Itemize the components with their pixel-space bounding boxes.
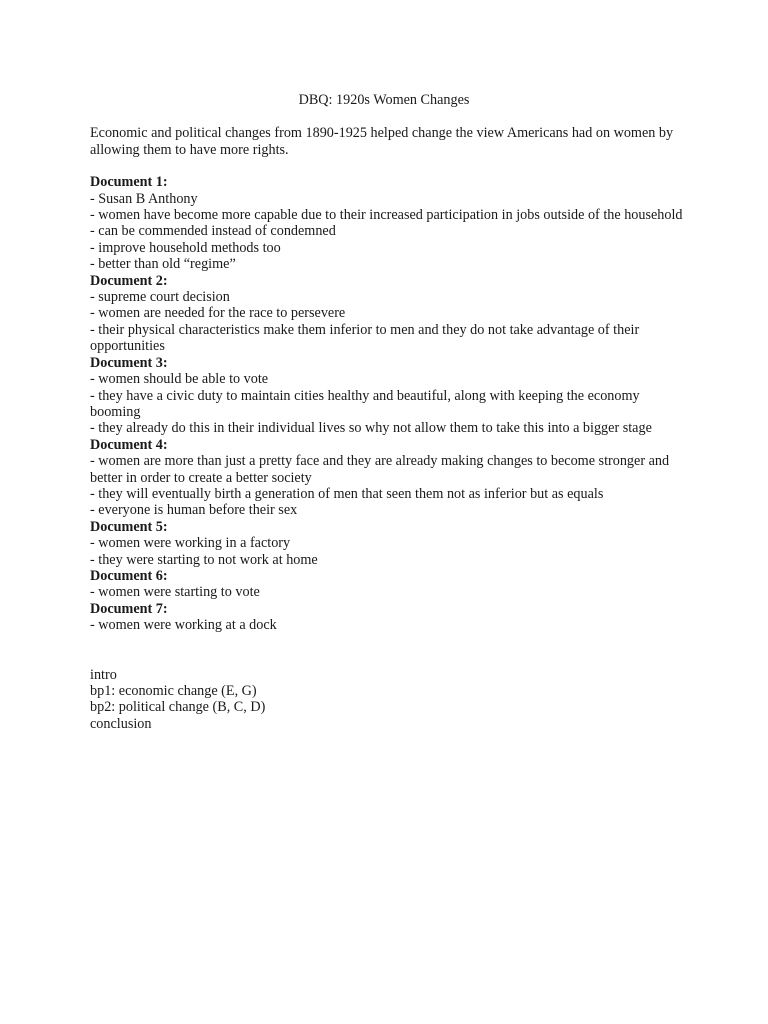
document-heading: Document 4: [90,436,168,453]
note-line: - improve household methods too [90,239,281,256]
outline-item: bp1: economic change (E, G) [90,683,257,699]
intro-paragraph: Economic and political changes from 1890-1925 helped change the view Americans had on women by allowing them to have more rights. [90,125,674,158]
document-heading: Document 3: [90,354,168,371]
note-line: - better than old “regime” [90,256,236,273]
note-line: - women should be able to vote [90,371,269,388]
note-line: - they were starting to not work at home [90,551,318,568]
essay-outline [90,667,690,733]
outline-item: intro [90,666,117,683]
note-line: - women are more than just a pretty face and they are already making changes to become stronger and better in order to create a better society [90,453,670,486]
document-7 [90,601,690,634]
document-title: DBQ: 1920s Women Changes [298,92,470,108]
note-line: - Susan B Anthony [90,190,198,207]
note-line: - they will eventually birth a generation of men that seen them not as inferior but as equals [90,485,604,502]
note-line: - women were working at a dock [90,617,277,634]
document-2 [90,273,690,355]
document-4 [90,437,690,519]
document-page [90,92,690,732]
outline-item: bp2: political change (B, C, D) [90,699,266,716]
document-heading: Document 1: [90,174,168,191]
note-line: - can be commended instead of condemned [90,223,336,240]
note-line: - they already do this in their individual lives so why not allow them to take this into a bigger stage [90,420,652,437]
note-line: - their physical characteristics make them inferior to men and they do not take advantage of their opportunities [90,321,640,355]
blank-space [90,634,690,667]
document-1 [90,174,690,272]
document-heading: Document 2: [90,272,168,289]
note-line: - supreme court decision [90,289,230,306]
document-3 [90,355,690,437]
note-line: - women were starting to vote [90,584,260,601]
note-line: - everyone is human before their sex [90,502,298,519]
document-heading: Document 6: [90,567,168,584]
note-line: - women were working in a factory [90,535,291,552]
document-5 [90,519,690,568]
document-heading: Document 5: [90,518,168,535]
documents-section [90,174,690,633]
outline-item: conclusion [90,715,152,732]
document-heading: Document 7: [90,600,168,617]
note-line: - women are needed for the race to persevere [90,305,346,322]
note-line: - women have become more capable due to their increased participation in jobs outside of the household [90,207,683,224]
note-line: - they have a civic duty to maintain cities healthy and beautiful, along with keeping the economy booming [90,387,640,420]
document-6 [90,568,690,601]
